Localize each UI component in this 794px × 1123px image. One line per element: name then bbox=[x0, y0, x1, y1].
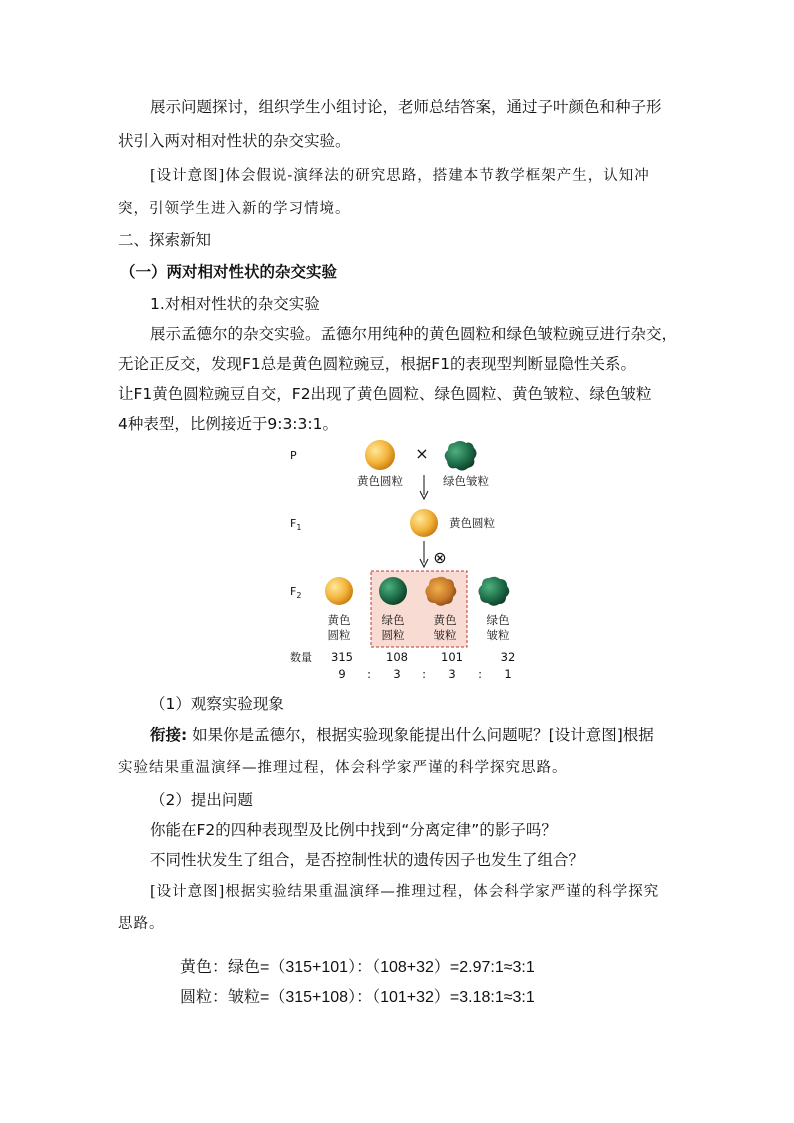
f2-label-4a: 绿色 bbox=[486, 613, 510, 627]
question-2: 不同性状发生了组合，是否控制性状的遗传因子也发生了组合？ bbox=[150, 851, 585, 869]
transition-line1 bbox=[150, 725, 654, 745]
count-3: 101 bbox=[441, 650, 463, 664]
transition-text: 如果你是孟德尔，根据实验现象能提出什么问题呢？[设计意图]根据 bbox=[192, 726, 654, 744]
pea-f1-icon bbox=[410, 509, 438, 537]
para2-line3: 让F1黄色圆粒豌豆自交，F2出现了黄色圆粒、绿色圆粒、黄色皱粒、绿色皱粒 bbox=[118, 385, 652, 403]
f1-label: 黄色圆粒 bbox=[449, 516, 495, 530]
design-intent-line1: [设计意图]体会假说-演绎法的研究思路，搭建本节教学框架产生，认知冲 bbox=[150, 168, 650, 184]
gen-label-p: P bbox=[290, 449, 297, 462]
count-2: 108 bbox=[386, 650, 408, 664]
subsection-heading: （一）两对相对性状的杂交实验 bbox=[120, 263, 338, 281]
gen-label-f1: $F_1$ bbox=[290, 517, 302, 532]
para2-line1: 展示孟德尔的杂交实验。孟德尔用纯种的黄色圆粒和绿色皱粒豌豆进行杂交， bbox=[150, 325, 678, 343]
ratio-colon-3: : bbox=[478, 667, 482, 681]
cross-symbol: × bbox=[415, 444, 429, 463]
ratio-3: 3 bbox=[448, 667, 456, 681]
ratio-4: 1 bbox=[504, 667, 512, 681]
count-4: 32 bbox=[500, 650, 516, 664]
count-1: 315 bbox=[331, 650, 353, 664]
design-intent2-line1: [设计意图]根据实验结果重温演绎—推理过程，体会科学家严谨的科学探究 bbox=[150, 884, 660, 900]
ratio-1: 9 bbox=[338, 667, 346, 681]
transition-label: 衔接: bbox=[150, 726, 188, 744]
p-right-label: 绿色皱粒 bbox=[443, 474, 489, 488]
f2-label-1a: 黄色 bbox=[327, 613, 351, 627]
design-intent-line2: 突，引领学生进入新的学习情境。 bbox=[118, 201, 351, 217]
step1-heading: （1）观察实验现象 bbox=[150, 695, 284, 713]
para2-line4: 4种表型，比例接近于9:3:3:1。 bbox=[118, 415, 338, 433]
pea-yellow-round-icon bbox=[365, 440, 395, 470]
f2-label-1b: 圆粒 bbox=[327, 628, 351, 642]
pea-f2-yellow-round-icon bbox=[325, 577, 353, 605]
design-intent2-line2: 思路。 bbox=[118, 916, 165, 932]
f2-label-2a: 绿色 bbox=[381, 613, 405, 627]
formula-color-ratio: 黄色：绿色=（315+101）：（108+32）=2.97:1≈3:1 bbox=[180, 959, 535, 976]
para1-line1: 展示问题探讨，组织学生小组讨论，老师总结答案，通过子叶颜色和种子形 bbox=[150, 98, 662, 116]
item-heading-1: 1.对相对性状的杂交实验 bbox=[150, 295, 320, 313]
question-1: 你能在F2的四种表现型及比例中找到“分离定律”的影子吗？ bbox=[150, 821, 557, 839]
formula-shape-ratio: 圆粒：皱粒=（315+108）：（101+32）=3.18:1≈3:1 bbox=[180, 989, 535, 1006]
count-label: 数量 bbox=[290, 651, 312, 664]
pea-green-wrinkled-icon bbox=[445, 441, 477, 471]
selfing-symbol: ⊗ bbox=[433, 548, 447, 567]
pea-f2-green-round-icon bbox=[379, 577, 407, 605]
f2-label-2b: 圆粒 bbox=[381, 628, 405, 642]
pea-f2-green-wrinkled-icon bbox=[478, 577, 509, 606]
para1-line2: 状引入两对相对性状的杂交实验。 bbox=[118, 132, 351, 150]
f2-label-3b: 皱粒 bbox=[433, 628, 457, 642]
step2-heading: （2）提出问题 bbox=[150, 791, 253, 809]
f2-label-3a: 黄色 bbox=[433, 613, 457, 627]
ratio-colon-2: : bbox=[422, 667, 426, 681]
gen-label-f2: $F_2$ bbox=[290, 585, 302, 600]
ratio-colon-1: : bbox=[367, 667, 371, 681]
pea-f2-yellow-wrinkled-icon bbox=[425, 577, 456, 606]
cross-diagram bbox=[282, 435, 522, 685]
ratio-2: 3 bbox=[393, 667, 401, 681]
f2-label-4b: 皱粒 bbox=[486, 628, 510, 642]
para2-line2: 无论正反交，发现F1总是黄色圆粒豌豆，根据F1的表现型判断显隐性关系。 bbox=[118, 355, 637, 373]
p-left-label: 黄色圆粒 bbox=[357, 474, 403, 488]
transition-line2: 实验结果重温演绎—推理过程，体会科学家严谨的科学探究思路。 bbox=[118, 760, 568, 776]
section-heading-explore: 二、探索新知 bbox=[118, 231, 212, 249]
